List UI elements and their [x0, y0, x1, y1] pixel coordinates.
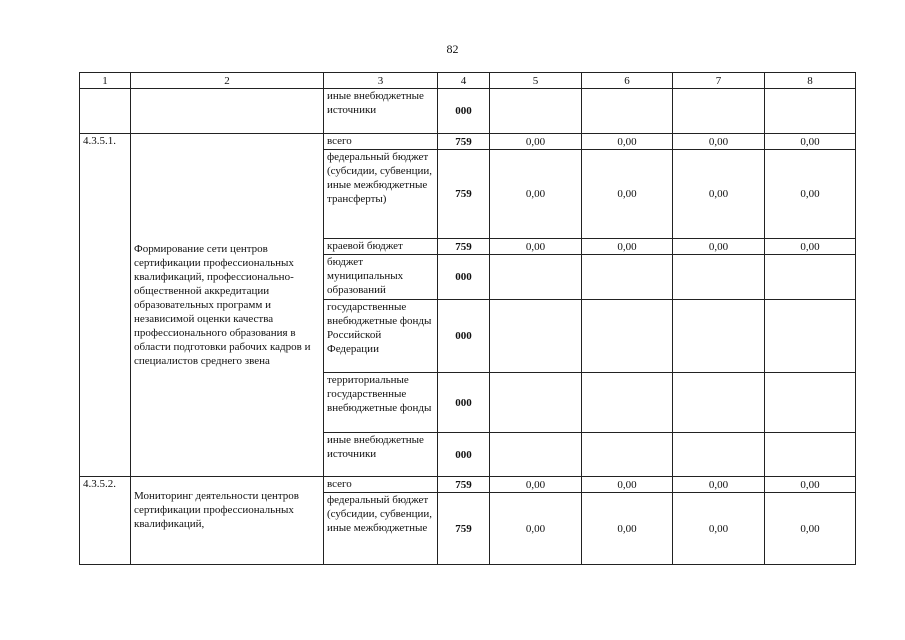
value-cell [673, 373, 765, 433]
funding-source-cell: государственные внебюджетные фонды Российской Федерации [324, 300, 438, 373]
value-cell: 0,00 [582, 239, 673, 255]
value-cell: 0,00 [765, 150, 856, 239]
table-row [80, 89, 856, 134]
value-cell [673, 300, 765, 373]
value-cell: 0,00 [582, 134, 673, 150]
value-cell [765, 433, 856, 477]
value-cell [673, 89, 765, 134]
description-cell [131, 89, 324, 134]
section-description: Формирование сети центров сертификации профессиональных квалификаций, профессионально-общественной аккредитации образовательных программ и независимой оценки качества профессионального образования в области подготовки рабочих кадров и специалистов среднего звена [131, 134, 324, 477]
header-row [80, 73, 856, 89]
value-cell: 0,00 [582, 493, 673, 565]
funding-source-cell: федеральный бюджет (субсидии, субвенции, иные межбюджетные [324, 493, 438, 565]
funding-source-cell: федеральный бюджет (субсидии, субвенции, иные межбюджетные трансферты) [324, 150, 438, 239]
value-cell [582, 373, 673, 433]
code-cell: 759 [438, 239, 490, 255]
table-row [80, 134, 856, 150]
value-cell: 0,00 [673, 239, 765, 255]
header-cell: 1 [80, 73, 131, 89]
value-cell [490, 433, 582, 477]
value-cell: 0,00 [490, 134, 582, 150]
header-cell: 5 [490, 73, 582, 89]
value-cell [490, 89, 582, 134]
value-cell [490, 373, 582, 433]
index-cell [80, 89, 131, 134]
header-cell: 3 [324, 73, 438, 89]
funding-source-cell: иные внебюджетные источники [324, 89, 438, 134]
code-cell: 759 [438, 477, 490, 493]
value-cell: 0,00 [673, 477, 765, 493]
section-description: Мониторинг деятельности центров сертификации профессиональных квалификаций, [131, 477, 324, 565]
code-cell: 000 [438, 433, 490, 477]
value-cell [673, 255, 765, 300]
value-cell: 0,00 [673, 134, 765, 150]
value-cell: 0,00 [582, 150, 673, 239]
value-cell [765, 373, 856, 433]
value-cell [765, 300, 856, 373]
funding-source-cell: бюджет муниципальных образований [324, 255, 438, 300]
code-cell: 000 [438, 373, 490, 433]
value-cell [765, 255, 856, 300]
section-index: 4.3.5.2. [80, 477, 131, 565]
code-cell: 759 [438, 493, 490, 565]
value-cell [582, 300, 673, 373]
page-number: 82 [446, 42, 459, 56]
value-cell: 0,00 [673, 493, 765, 565]
code-cell: 759 [438, 134, 490, 150]
header-cell: 8 [765, 73, 856, 89]
code-cell: 000 [438, 89, 490, 134]
table-row [80, 477, 856, 493]
value-cell [582, 255, 673, 300]
code-cell: 759 [438, 150, 490, 239]
value-cell [582, 89, 673, 134]
header-cell: 4 [438, 73, 490, 89]
funding-source-cell: иные внебюджетные источники [324, 433, 438, 477]
value-cell: 0,00 [765, 239, 856, 255]
value-cell: 0,00 [490, 150, 582, 239]
header-cell: 7 [673, 73, 765, 89]
funding-source-cell: краевой бюджет [324, 239, 438, 255]
value-cell [765, 89, 856, 134]
section-index: 4.3.5.1. [80, 134, 131, 477]
value-cell [490, 255, 582, 300]
header-cell: 6 [582, 73, 673, 89]
value-cell [490, 300, 582, 373]
value-cell: 0,00 [673, 150, 765, 239]
code-cell: 000 [438, 300, 490, 373]
value-cell: 0,00 [765, 134, 856, 150]
budget-table [79, 72, 856, 565]
header-cell: 2 [131, 73, 324, 89]
value-cell [582, 433, 673, 477]
funding-source-cell: территориальные государственные внебюджетные фонды [324, 373, 438, 433]
code-cell: 000 [438, 255, 490, 300]
funding-source-cell: всего [324, 134, 438, 150]
funding-source-cell: всего [324, 477, 438, 493]
value-cell [673, 433, 765, 477]
value-cell: 0,00 [765, 477, 856, 493]
value-cell: 0,00 [490, 477, 582, 493]
value-cell: 0,00 [582, 477, 673, 493]
value-cell: 0,00 [490, 493, 582, 565]
value-cell: 0,00 [490, 239, 582, 255]
value-cell: 0,00 [765, 493, 856, 565]
